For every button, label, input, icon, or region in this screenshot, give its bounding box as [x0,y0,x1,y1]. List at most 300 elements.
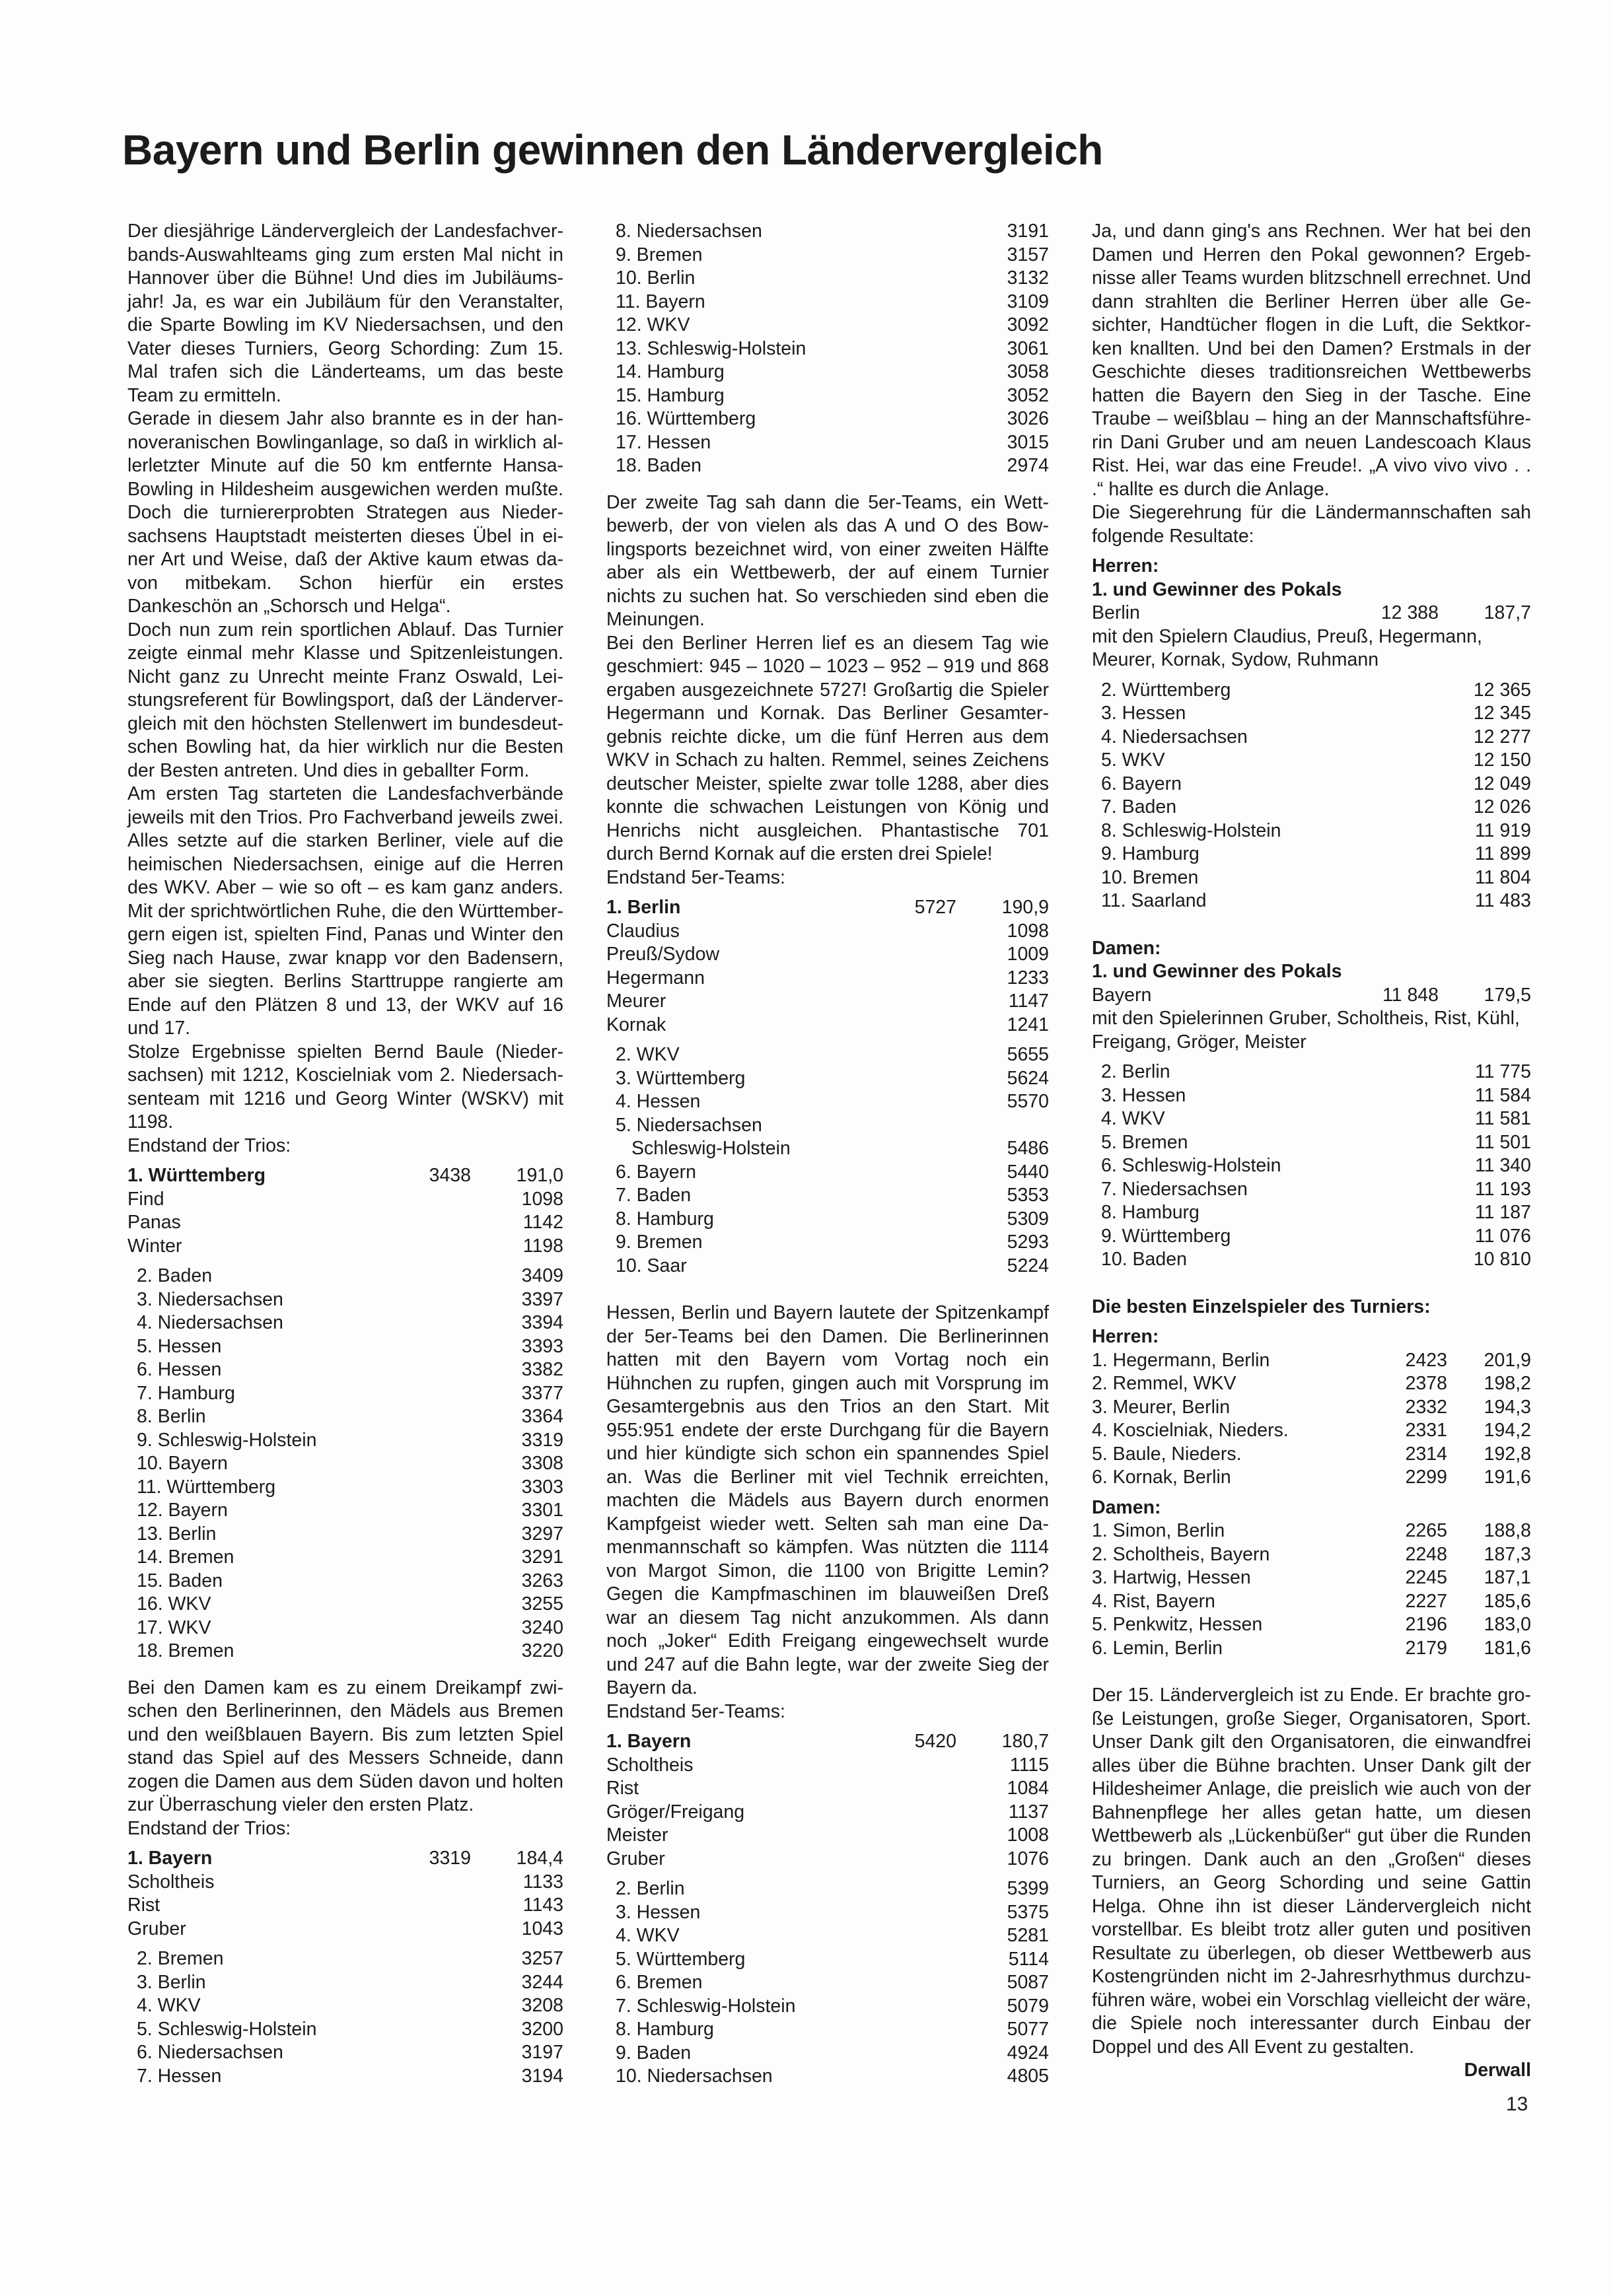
results-row [127,1617,563,1640]
results-list [1092,1061,1531,1272]
results-list [1092,1519,1531,1660]
team-score: 11 584 [1474,1084,1531,1106]
team-average: 187,7 [1484,602,1531,623]
team-name: Meister [606,1825,668,1846]
team-name: 3. Hessen [616,1901,701,1923]
results-row [606,220,1049,244]
player-row [1092,1519,1531,1543]
team-name: Preuß/Sydow [606,944,720,965]
column-1 [127,220,563,2088]
team-score: 3109 [1007,291,1049,312]
player-row [1092,1543,1531,1567]
player-name: 2. Scholtheis, Bayern [1092,1543,1270,1565]
team-name: 2. Baden [137,1265,213,1286]
team-name: 9. Württemberg [1101,1225,1231,1247]
team-name-2: Schleswig-Holstein [631,1138,791,1159]
results-row [1092,1131,1531,1155]
team-name: 18. Bremen [137,1640,234,1661]
team-name: 5. Württemberg [616,1948,746,1970]
team-score: 3382 [521,1359,563,1380]
team-name: 16. WKV [137,1593,211,1615]
player-average: 191,6 [1484,1467,1531,1488]
player-name: 4. Rist, Bayern [1092,1590,1215,1612]
player-row [1092,1566,1531,1590]
results-row [606,967,1049,991]
team-name: 3. Niedersachsen [137,1288,283,1310]
results-row [1092,1225,1531,1249]
results-row [127,1452,563,1476]
player-row [1092,1590,1531,1614]
results-row [606,1208,1049,1232]
team-total: 5420 [914,1731,956,1752]
results-row [1092,796,1531,819]
results-row [606,1924,1049,1948]
results-row [606,1971,1049,1995]
author: Derwall [1464,2060,1531,2081]
results-row [127,2018,563,2042]
team-score: 3197 [521,2042,563,2063]
team-name: 5. WKV [1101,749,1165,771]
results-row [1092,984,1531,1008]
team-score: 1115 [1009,1754,1049,1776]
players-list: mit den Spielern Claudius, Preuß, Hegermann, Meurer, Kornak, Sydow, Ruhmann [1092,625,1482,670]
team-score: 5309 [1007,1208,1049,1230]
team-name: Rist [606,1778,639,1799]
team-score: 12 150 [1473,749,1531,771]
team-score: 1133 [522,1871,563,1893]
team-name: 5. Schleswig-Holstein [137,2018,317,2040]
team-name: 8. Schleswig-Holstein [1101,819,1281,841]
column-3 [1092,220,1531,2083]
team-score: 3255 [521,1593,563,1615]
team-name: 6. Niedersachsen [137,2042,283,2063]
team-name: 4. Niedersachsen [1101,726,1248,748]
team-score: 12 049 [1473,773,1531,794]
section-subheading: Herren: [1092,1326,1159,1347]
team-name: 2. Berlin [616,1878,685,1899]
player-total: 2314 [1405,1443,1447,1465]
paragraph: Endstand 5er-Teams: [606,1700,785,1722]
team-score: 5224 [1007,1255,1049,1276]
team-score: 3200 [521,2018,563,2040]
team-total: 5727 [914,897,956,918]
team-name: 6. Hessen [137,1359,222,1380]
team-score: 11 775 [1474,1061,1531,1082]
results-row [606,1995,1049,2019]
team-name: 9. Bremen [616,1232,703,1253]
team-name: Kornak [606,1014,666,1035]
player-average: 188,8 [1484,1520,1531,1541]
player-name: 1. Simon, Berlin [1092,1520,1225,1541]
team-name: 10. Bremen [1101,866,1199,888]
results-row [1092,679,1531,703]
team-score: 5281 [1007,1925,1049,1946]
team-score: 3052 [1007,384,1049,406]
results-row [606,1901,1049,1925]
team-name: 2. WKV [616,1044,680,1065]
team-score: 12 365 [1473,679,1531,701]
team-name: 6. Bremen [616,1972,703,1993]
team-score: 5375 [1007,1901,1049,1923]
team-average: 191,0 [516,1165,563,1186]
results-row [127,1994,563,2018]
team-name: 1. Bayern [127,1848,213,1869]
paragraph: Gerade in diesem Jahr also brannte es in der hannoveranischen Bowlinganlage, so daß in wirklich allerletzter Minute auf die 50 km entfernte Hansa-Bowling in Hildesheim ausgewichen werden mußte. Doch die turniererprobten Strategen aus Niedersachsens Hauptstadt meisterten dieses Übel in einer Art und Weise, daß der Aktive kaum etwas davon mitbekam. Schon hierfür ein erstes Dankeschön an „Schorsch und Helga“. [127,408,563,617]
player-name: 5. Baule, Nieders. [1092,1443,1242,1465]
player-name: 6. Kornak, Berlin [1092,1467,1231,1488]
team-name: Berlin [1092,602,1140,623]
team-score: 5486 [1007,1138,1049,1159]
team-score: 3157 [1007,244,1049,265]
paragraph: Hessen, Berlin und Bayern lautete der Spitzenkampf der 5er-Teams bei den Damen. Die Berlinerinnen hatten mit den Bayern vom Vortag noch ein Hühnchen zu rupfen, gingen auch mit Vorsprung im Gesamtergebnis aus den Trios an den Start. Mit 955:951 endete der erste Durchgang für die Bayern und hier kündigte sich schon ein spannendes Spiel an. Was die Berliner mit viel Technik erreichten, machten die Mädels aus Bayern durch enormen Kampfgeist wieder wett. Selten sah man eine Damenmannschaft so kämpfen. Was nützten die 1114 von Margot Simon, die 1100 von Brigitte Lemin? Gegen die Kampfmaschinen im blauweißen Dreß war an diesem Tag nicht anzukommen. Als dann noch „Joker“ Edith Freigang eingewechselt wurde und 247 auf die Bahn legte, war der zweite Sieg der Bayern da. [606,1302,1049,1698]
paragraph: Am ersten Tag starteten die Landesfachverbände jeweils mit den Trios. Pro Fachverband jeweils zwei. Alles setzte auf die starken Berliner, viele auf die heimischen Niedersachsen, einige auf die Herren des WKV. Aber – wie so oft – es kam ganz anders. Mit der sprichtwörtlichen Ruhe, die den Württembergern eigen ist, spielten Find, Panas und Winter den Sieg nach Hause, zwar knapp vor den Badensern, aber sie siegten. Berlins Starttruppe rangierte am Ende auf den Plätzen 8 und 13, der WKV auf 16 und 17. [127,783,563,1039]
team-name: 8. Hamburg [1101,1202,1199,1223]
player-row [1092,1419,1531,1443]
team-name: 13. Berlin [137,1523,217,1545]
team-score: 4924 [1007,2042,1049,2064]
results-row [1092,726,1531,749]
results-row [1092,602,1531,625]
team-name: 15. Hamburg [616,384,725,406]
team-score: 3377 [521,1382,563,1404]
results-row [606,1877,1049,1901]
results-row [606,454,1049,478]
results-row [127,1335,563,1359]
player-name: 2. Remmel, WKV [1092,1373,1236,1394]
results-row [1092,843,1531,866]
player-row [1092,1396,1531,1420]
results-row [1092,1248,1531,1272]
team-name: 7. Baden [1101,796,1177,818]
team-score: 1098 [521,1188,563,1210]
results-row [606,1067,1049,1091]
team-name: 6. Bayern [616,1161,696,1183]
team-score: 1198 [522,1235,563,1257]
team-name: 12. WKV [616,314,690,335]
paragraph: Der 15. Ländervergleich ist zu Ende. Er brachte große Leistungen, große Sieger, Organisatoren, Sport. Unser Dank gilt den Organisatoren, die einwandfrei alles über die Bühne brachten. Unser Dank gilt der Hildesheimer Anlage, die preislich wie auch von der Bahnenpflege her alles getan hatte, um diesen Wettbewerb als „Lückenbüßer“ gut über die Runden zu bringen. Dank auch an den „Großen“ dieses Turniers, an Georg Schording und seine Gattin Helga. Ohne ihn ist dieser Ländervergleich nicht vorstellbar. Es bleibt trotz aller guten und positiven Resultate zu überlegen, ob dieser Wettbewerb aus Kostengründen nicht im 2-Jahresrhythmus durchzuführen wäre, wobei ein Vorschlag vielleicht der wäre, die Spiele noch interessanter durch Einbau der Doppel und des All Event zu gestalten. [1092,1685,1531,2058]
results-row [127,1382,563,1406]
results-row [127,2065,563,2089]
results-row [606,2018,1049,2042]
team-score: 1043 [521,1918,563,1939]
team-score: 3061 [1007,337,1049,359]
results-row [606,1777,1049,1801]
team-score: 11 187 [1474,1202,1531,1223]
team-score: 3208 [521,1995,563,2016]
paragraph: Der zweite Tag sah dann die 5er-Teams, ein Wettbewerb, der von vielen als das A und O des Bowlingsports bezeichnet wird, von einer zweiten Hälfte aber als ein Wettbewerb, der auf einem Turnier nichts zu suchen hat. So verschieden sind eben die Meinungen. [606,491,1049,630]
player-average: 192,8 [1484,1443,1531,1465]
team-name: 11. Saarland [1101,890,1207,911]
paragraph: Die Siegerehrung für die Ländermannschaften sah folgende Resultate: [1092,502,1531,547]
results-row [1092,1107,1531,1131]
players-list: mit den Spielerinnen Gruber, Scholtheis, Rist, Kühl, Freigang, Gröger, Meister [1092,1008,1520,1053]
results-row [606,1231,1049,1255]
results-row [127,1894,563,1918]
team-score: 11 076 [1474,1225,1531,1247]
team-name: 2. Bremen [137,1948,224,1969]
player-row [1092,1637,1531,1661]
player-average: 187,1 [1484,1567,1531,1588]
team-name: 10. Berlin [616,267,696,289]
results-row [127,1429,563,1453]
team-name: 5. Hessen [137,1335,222,1357]
team-name: Claudius [606,920,680,942]
team-name: 11. Bayern [616,291,705,312]
results-list [606,1043,1049,1114]
team-score: 3220 [521,1640,563,1661]
team-score: 1147 [1008,991,1049,1012]
player-row [1092,1349,1531,1373]
team-name: 7. Hessen [137,2065,222,2087]
results-row [606,920,1049,944]
team-score: 5077 [1007,2019,1049,2040]
column-2 [606,220,1049,2089]
team-score: 5079 [1007,1995,1049,2017]
team-name: Panas [127,1212,181,1233]
team-name: 8. Hamburg [616,2019,714,2040]
team-score: 3263 [521,1570,563,1591]
team-name: 9. Hamburg [1101,843,1199,864]
team-score: 1076 [1007,1848,1049,1869]
team-score: 3026 [1007,408,1049,429]
results-row [606,407,1049,431]
results-list [127,1947,563,2088]
team-score: 3397 [521,1288,563,1310]
results-row [127,1593,563,1617]
results-row [606,1754,1049,1778]
results-row [1092,1178,1531,1202]
team-name: Meurer [606,991,666,1012]
team-name: Hegermann [606,967,705,989]
team-score: 3303 [521,1476,563,1498]
player-name: 5. Penkwitz, Hessen [1092,1614,1263,1635]
player-total: 2378 [1405,1373,1447,1394]
results-row [127,1265,563,1288]
results-row [606,1824,1049,1848]
player-total: 2196 [1405,1614,1447,1635]
paragraph: Stolze Ergebnisse spielten Bernd Baule (Niedersachsen) mit 1212, Koscielniak vom 2. Niedersachsenteam mit 1216 und Georg Winter (WSKV) mit 1198. [127,1041,563,1132]
team-score: 5399 [1007,1878,1049,1899]
player-average: 201,9 [1484,1349,1531,1371]
team-score: 5293 [1007,1232,1049,1253]
team-name: 14. Bremen [137,1547,234,1568]
results-list [1092,1349,1531,1490]
player-average: 194,2 [1484,1420,1531,1441]
results-row [606,267,1049,291]
team-score: 1137 [1008,1801,1049,1823]
team-total: 3438 [429,1165,471,1186]
section-subheading: 1. und Gewinner des Pokals [1092,961,1342,982]
results-row [1092,773,1531,796]
results-list [606,920,1049,1037]
player-total: 2248 [1405,1543,1447,1565]
results-row [606,1255,1049,1278]
player-total: 2423 [1405,1349,1447,1371]
results-row [127,1288,563,1312]
results-row [127,1188,563,1212]
paragraph: Endstand 5er-Teams: [606,866,785,888]
article-title: Bayern und Berlin gewinnen den Ländervergleich [122,126,1103,174]
team-score: 3257 [521,1948,563,1969]
results-row [606,314,1049,337]
team-name: Rist [127,1895,161,1916]
team-average: 179,5 [1484,984,1531,1006]
player-name: 3. Meurer, Berlin [1092,1396,1231,1418]
team-name: Scholtheis [127,1871,215,1893]
results-row [127,2041,563,2065]
team-average: 190,9 [1001,897,1049,918]
team-name: 6. Schleswig-Holstein [1101,1155,1281,1176]
team-score: 3301 [521,1500,563,1521]
team-name: Gruber [606,1848,665,1869]
results-row [127,1405,563,1429]
team-name: 10. Saar [616,1255,687,1276]
results-row [606,384,1049,408]
player-name: 3. Hartwig, Hessen [1092,1567,1251,1588]
team-name: 1. Berlin [606,897,681,918]
paragraph: Der diesjährige Ländervergleich der Landesfachverbands-Auswahlteams ging zum ersten Mal nicht in Hannover über die Bühne! Und dies im Jubiläumsjahr! Ja, es war ein Jubiläum für den Veranstalter, die Sparte Bowling im KV Niedersachsen, und den Vater dieses Turniers, Georg Schording: Zum 15. Mal trafen sich die Länderteams, um das beste Team zu ermitteln. [127,221,563,406]
team-score: 1233 [1007,967,1049,989]
results-row [1092,1061,1531,1084]
player-total: 2179 [1405,1637,1447,1659]
player-row [1092,1466,1531,1490]
results-row [1092,1154,1531,1178]
player-name: 6. Lemin, Berlin [1092,1637,1223,1659]
team-score: 3297 [521,1523,563,1545]
section-heading: Damen: [1092,937,1161,959]
results-row [606,337,1049,361]
results-row [127,1311,563,1335]
team-score: 1142 [522,1212,563,1233]
player-average: 185,6 [1484,1590,1531,1612]
player-average: 194,3 [1484,1396,1531,1418]
results-row [606,1184,1049,1208]
results-row [1092,819,1531,843]
paragraph: Bei den Berliner Herren lief es an diesem Tag wie geschmiert: 945 – 1020 – 1023 – 952 – 919 und 868 ergaben ausgezeichnete 5727! Großartig die Spieler Hegermann und Kornak. Das Berliner Gesamtergebnis reichte dicke, um die fünf Herren aus dem WKV in Schach zu halten. Remmel, seines Zeichens deutscher Meister, spielte zwar tolle 1288, aber dies konnte die schwachen Leistungen von König und Henrichs nicht ausgleichen. Phantastische 701 durch Bernd Kornak auf die ersten drei Spiele! [606,632,1049,864]
player-average: 187,3 [1484,1543,1531,1565]
results-row [606,2042,1049,2066]
team-score: 1241 [1007,1014,1049,1035]
team-name: 3. Berlin [137,1971,206,1993]
team-name: 8. Berlin [137,1406,206,1427]
results-row [606,896,1049,920]
team-score: 3194 [521,2065,563,2087]
team-score: 3364 [521,1406,563,1427]
team-score: 3409 [521,1265,563,1286]
team-name: 4. WKV [137,1995,201,2016]
team-score: 5440 [1007,1161,1049,1183]
team-name: Gruber [127,1918,186,1939]
team-score: 11 340 [1474,1155,1531,1176]
team-score: 3058 [1007,361,1049,382]
results-row [127,1211,563,1235]
team-score: 3291 [521,1547,563,1568]
team-name: 10. Niedersachsen [616,2066,773,2087]
results-row [1092,889,1531,913]
team-score: 10 810 [1473,1249,1531,1270]
team-score: 5570 [1007,1091,1049,1112]
team-name: 7. Baden [616,1185,692,1206]
results-row [606,1730,1049,1754]
team-name: 10. Bayern [137,1453,228,1474]
team-name: 2. Württemberg [1101,679,1231,701]
results-row [606,1848,1049,1871]
results-list [606,1161,1049,1278]
team-name: 1. Bayern [606,1731,692,1752]
results-row [606,943,1049,967]
team-score: 11 919 [1474,819,1531,841]
paragraph: Ja, und dann ging's ans Rechnen. Wer hat bei den Damen und Herren den Pokal gewonnen? Ergebnisse aller Teams wurden blitzschnell errechnet. Und dann strahlten die Berliner Herren über alle Gesichter, Handtücher flogen in die Luft, die Sektkorken knallten. Und bei den Damen? Erstmals in der Geschichte dieses traditionsreichen Wettbewerbs hatten die Bayern den Sieg in der Tasche. Eine Traube – weißblau – hing an der Mannschaftsführerin Dani Gruber und am neuen Landescoach Klaus Rist. Hei, war das eine Freude!. „A vivo vivo vivo . . .“ hallte es durch die Anlage. [1092,221,1531,500]
player-average: 198,2 [1484,1373,1531,1394]
team-name: 18. Baden [616,455,701,476]
section-heading: Herren: [1092,555,1159,576]
paragraph: Bei den Damen kam es zu einem Dreikampf zwischen den Berlinerinnen, den Mädels aus Bremen und den weißblauen Bayern. Bis zum letzten Spiel stand das Spiel auf des Messers Schneide, dann zogen die Damen aus dem Süden davon und holten zur Überraschung vieler den ersten Platz. [127,1677,563,1815]
team-name: 3. Hessen [1101,703,1186,724]
team-average: 180,7 [1001,1731,1049,1752]
team-total: 11 848 [1382,984,1439,1006]
player-total: 2299 [1405,1467,1447,1488]
results-row [606,1014,1049,1037]
paragraph: Doch nun zum rein sportlichen Ablauf. Das Turnier zeigte einmal mehr Klasse und Spitzenleistungen. Nicht ganz zu Unrecht meinte Franz Oswald, Leistungsreferent für Bowlingsport, daß der Ländervergleich mit den höchsten Stellenwert im bundesdeutschen Bowling hat, da hier wirklich nur die Besten der Besten antreten. Und dies in geballter Form. [127,619,563,781]
player-total: 2331 [1405,1420,1447,1441]
team-total: 12 388 [1380,602,1439,623]
team-score: 12 277 [1473,726,1531,748]
results-row [606,1801,1049,1825]
results-row [127,1164,563,1188]
paragraph: Endstand der Trios: [127,1134,291,1156]
team-score: 3319 [521,1429,563,1451]
team-score: 5624 [1007,1067,1049,1089]
results-row [606,1948,1049,1972]
results-row [606,1043,1049,1067]
player-total: 2265 [1405,1520,1447,1541]
team-score: 1009 [1007,944,1049,965]
results-row [127,1499,563,1523]
results-row [127,1523,563,1547]
results-row-shared [606,1114,1049,1161]
team-score: 5353 [1007,1185,1049,1206]
team-name: 5. Bremen [1101,1131,1188,1153]
section-subheading: Damen: [1092,1496,1161,1518]
team-name: 7. Niedersachsen [1101,1178,1248,1200]
team-score: 11 193 [1474,1178,1531,1200]
results-list [127,1265,563,1663]
results-list [127,1188,563,1259]
team-score: 1143 [522,1895,563,1916]
team-name: 13. Schleswig-Holstein [616,337,806,359]
player-name: 4. Koscielniak, Nieders. [1092,1420,1289,1441]
team-name: 3. Hessen [1101,1084,1186,1106]
results-row [606,431,1049,455]
team-score: 2974 [1007,455,1049,476]
results-row [127,1947,563,1971]
section-subheading: 1. und Gewinner des Pokals [1092,578,1342,600]
results-list [606,220,1049,478]
team-score: 3015 [1007,431,1049,453]
team-score: 1008 [1007,1825,1049,1846]
results-row [127,1871,563,1895]
results-row [606,361,1049,384]
team-name: 16. Württemberg [616,408,756,429]
player-name: 1. Hegermann, Berlin [1092,1349,1270,1371]
team-score: 12 026 [1473,796,1531,818]
team-average: 184,4 [516,1848,563,1869]
results-row [1092,749,1531,773]
team-score: 3394 [521,1312,563,1333]
team-score: 1098 [1007,920,1049,942]
team-name: 6. Bayern [1101,773,1182,794]
team-name: Scholtheis [606,1754,694,1776]
